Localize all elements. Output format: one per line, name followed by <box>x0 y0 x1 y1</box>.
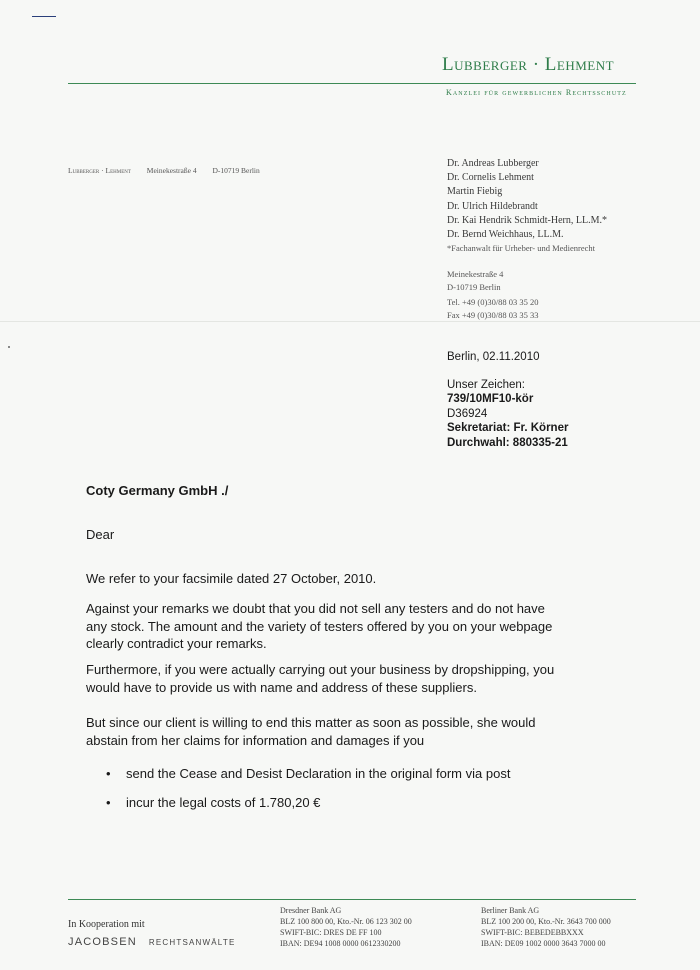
punch-mark <box>8 346 10 348</box>
partner-name: Dr. Andreas Lubberger <box>447 158 539 169</box>
reference-code: D36924 <box>447 407 488 420</box>
footer-rule <box>68 899 636 900</box>
office-city: D-10719 Berlin <box>447 281 501 292</box>
partner-name: Dr. Kai Hendrik Schmidt-Hern, LL.M.* <box>447 214 607 226</box>
sender-return-address <box>68 166 274 175</box>
bank-swift: SWIFT-BIC: DRES DE FF 100 <box>280 928 382 937</box>
office-tel: Tel. +49 (0)30/88 03 35 20 <box>447 297 539 307</box>
body-paragraph: We refer to your facsimile dated 27 October, 2010. <box>86 571 377 586</box>
reference-block <box>447 350 568 451</box>
body-paragraph: But since our client is willing to end this matter as soon as possible, she would abstain from her claims for information and damages if you <box>86 715 536 748</box>
body-paragraph: Furthermore, if you were actually carrying out your business by dropshipping, you would have to provide us with name and address of these suppliers. <box>86 662 555 695</box>
cooperation-firm <box>68 936 235 948</box>
place-date: Berlin, 02.11.2010 <box>447 351 540 363</box>
bank-blz: BLZ 100 800 00, Kto.-Nr. 06 123 302 00 <box>280 917 412 926</box>
partner-footnote: *Fachanwalt für Urheber- und Medienrecht <box>447 243 596 253</box>
bank-name: Berliner Bank AG <box>481 906 540 915</box>
bullet-text: send the Cease and Desist Declaration in the original form via post <box>126 766 511 781</box>
corner-mark <box>32 16 56 17</box>
bank-blz: BLZ 100 200 00, Kto.-Nr. 3643 700 000 <box>481 917 611 926</box>
sender-street: Meinekestraße 4 <box>146 166 197 175</box>
bank-iban: IBAN: DE94 1008 0000 0612330200 <box>280 939 401 948</box>
bank-swift: SWIFT-BIC: BEBEDEBBXXX <box>481 928 584 937</box>
secretariat: Sekretariat: Fr. Körner <box>447 422 569 435</box>
bank-details <box>481 905 611 949</box>
reference-label: Unser Zeichen: <box>447 378 525 391</box>
direct-dial: Durchwahl: 880335-21 <box>447 436 568 449</box>
firm-logo: Lubberger · Lehment <box>442 54 615 75</box>
cooperation-label: In Kooperation mit <box>68 919 145 930</box>
bank-iban: IBAN: DE09 1002 0000 3643 7000 00 <box>481 939 606 948</box>
reference-number: 739/10MF10-kör <box>447 393 534 406</box>
partner-list <box>447 157 607 242</box>
firm-tagline: Kanzlei für gewerblichen Rechtsschutz <box>446 88 627 97</box>
partner-name: Martin Fiebig <box>447 186 503 198</box>
bullet-text: incur the legal costs of 1.780,20 € <box>126 795 321 810</box>
salutation: Dear <box>86 527 115 542</box>
partner-name: Dr. Bernd Weichhaus, LL.M. <box>447 229 564 241</box>
sender-firm: Lubberger · Lehment <box>68 166 131 175</box>
bullet-glyph: • <box>106 766 111 781</box>
office-address <box>447 268 539 321</box>
cooperation-firm-name: JACOBSEN <box>68 936 137 948</box>
bullet-glyph: • <box>106 795 111 810</box>
header-rule <box>68 83 636 84</box>
bank-details <box>280 905 412 949</box>
sender-city: D-10719 Berlin <box>212 166 260 175</box>
recipient: Coty Germany GmbH ./ <box>86 483 229 498</box>
body-paragraph: Against your remarks we doubt that you did not sell any testers and do not have any stock. The amount and the variety of testers offered by you on your webpage clearly contradict your remarks. <box>86 601 553 651</box>
office-street: Meinekestraße 4 <box>447 269 504 279</box>
office-fax: Fax +49 (0)30/88 03 35 33 <box>447 309 539 320</box>
bullet-item <box>106 766 510 781</box>
partner-name: Dr. Cornelis Lehment <box>447 172 534 184</box>
bullet-item <box>106 795 320 810</box>
bank-name: Dresdner Bank AG <box>280 906 342 915</box>
cooperation-firm-suffix: RECHTSANWÄLTE <box>148 938 236 947</box>
fold-line <box>0 321 700 322</box>
partner-name: Dr. Ulrich Hildebrandt <box>447 200 538 212</box>
